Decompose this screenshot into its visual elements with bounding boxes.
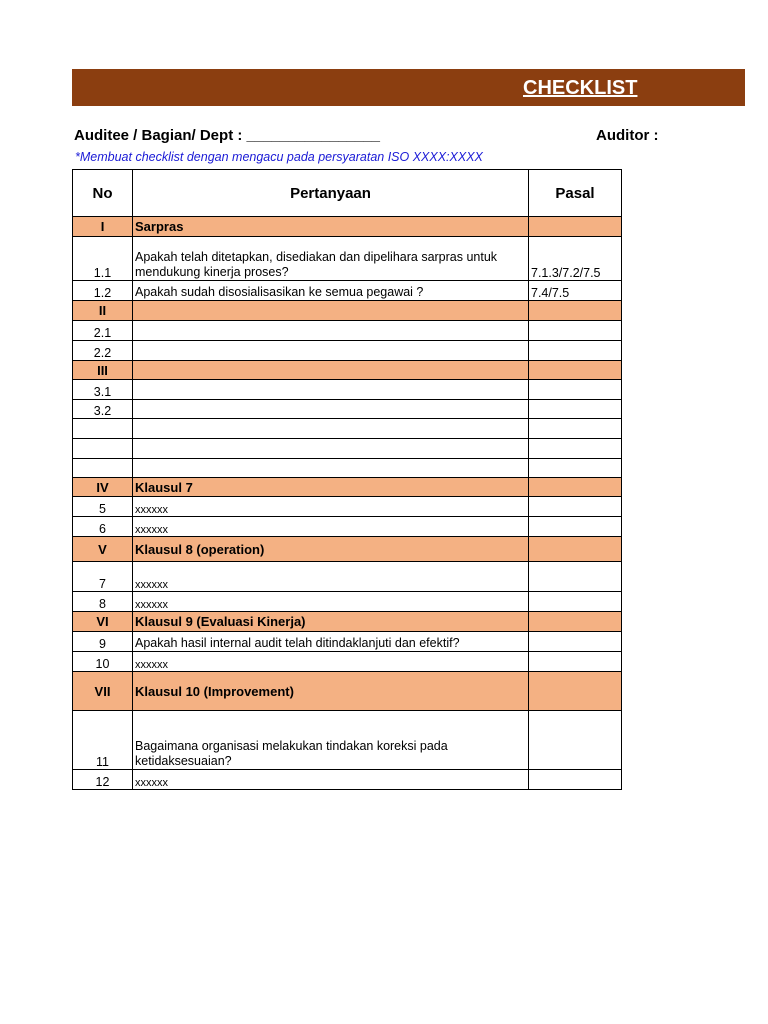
section-row: [73, 478, 622, 497]
row-pasal: [529, 459, 622, 478]
row-question: [133, 321, 529, 341]
row-question: Sarpras: [133, 217, 529, 237]
row-question: [133, 380, 529, 400]
row-no: VII: [73, 672, 133, 711]
column-header-pertanyaan: Pertanyaan: [133, 170, 529, 217]
row-pasal: [529, 321, 622, 341]
row-question: [133, 400, 529, 419]
table-header-row: [73, 170, 622, 217]
row-pasal: [529, 361, 622, 380]
row-no: 11: [73, 711, 133, 770]
table-row: [73, 497, 622, 517]
section-row: [73, 217, 622, 237]
row-pasal: [529, 497, 622, 517]
row-no: 3.2: [73, 400, 133, 419]
row-pasal: [529, 711, 622, 770]
row-pasal: [529, 380, 622, 400]
instruction-note: *Membuat checklist dengan mengacu pada persyaratan ISO XXXX:XXXX: [75, 150, 483, 164]
table-row: [73, 632, 622, 652]
row-no: IV: [73, 478, 133, 497]
row-no: VI: [73, 612, 133, 632]
row-no: 7: [73, 562, 133, 592]
row-question: [133, 341, 529, 361]
auditor-field: Auditor :: [596, 127, 659, 144]
row-no: [73, 439, 133, 459]
row-no: 1.2: [73, 281, 133, 301]
row-question: Bagaimana organisasi melakukan tindakan koreksi pada ketidaksesuaian?: [133, 711, 529, 770]
row-question: [133, 361, 529, 380]
row-question: Klausul 8 (operation): [133, 537, 529, 562]
row-pasal: [529, 562, 622, 592]
row-no: 5: [73, 497, 133, 517]
row-pasal: 7.4/7.5: [529, 281, 622, 301]
table-row: [73, 652, 622, 672]
row-pasal: [529, 612, 622, 632]
table-row: [73, 400, 622, 419]
row-question: xxxxxx: [133, 562, 529, 592]
row-question: [133, 301, 529, 321]
table-row: [73, 592, 622, 612]
table-row: [73, 439, 622, 459]
table-row: [73, 770, 622, 790]
row-no: 10: [73, 652, 133, 672]
section-row: [73, 301, 622, 321]
row-no: 1.1: [73, 237, 133, 281]
row-pasal: [529, 419, 622, 439]
row-pasal: [529, 537, 622, 562]
row-pasal: [529, 770, 622, 790]
row-question: [133, 419, 529, 439]
row-no: 2.2: [73, 341, 133, 361]
row-question: Klausul 9 (Evaluasi Kinerja): [133, 612, 529, 632]
row-pasal: [529, 652, 622, 672]
checklist-table: [72, 169, 622, 790]
row-question: xxxxxx: [133, 497, 529, 517]
table-row: [73, 380, 622, 400]
row-question: Apakah telah ditetapkan, disediakan dan dipelihara sarpras untuk mendukung kinerja proses?: [133, 237, 529, 281]
row-pasal: [529, 592, 622, 612]
row-question: Klausul 7: [133, 478, 529, 497]
row-no: 8: [73, 592, 133, 612]
row-no: 2.1: [73, 321, 133, 341]
row-pasal: [529, 439, 622, 459]
row-no: III: [73, 361, 133, 380]
row-pasal: [529, 632, 622, 652]
auditee-field: Auditee / Bagian/ Dept : ________________: [74, 127, 380, 144]
row-no: [73, 459, 133, 478]
table-row: [73, 321, 622, 341]
table-row: [73, 562, 622, 592]
section-row: [73, 612, 622, 632]
row-question: xxxxxx: [133, 770, 529, 790]
title-banner: [72, 69, 745, 106]
row-pasal: [529, 517, 622, 537]
row-question: Apakah sudah disosialisasikan ke semua pegawai ?: [133, 281, 529, 301]
section-row: [73, 537, 622, 562]
row-no: I: [73, 217, 133, 237]
row-pasal: [529, 672, 622, 711]
table-row: [73, 341, 622, 361]
row-no: [73, 419, 133, 439]
row-pasal: [529, 217, 622, 237]
row-no: 12: [73, 770, 133, 790]
table-row: [73, 281, 622, 301]
row-pasal: 7.1.3/7.2/7.5: [529, 237, 622, 281]
row-pasal: [529, 478, 622, 497]
column-header-no: No: [73, 170, 133, 217]
table-row: [73, 459, 622, 478]
row-question: [133, 459, 529, 478]
row-question: Klausul 10 (Improvement): [133, 672, 529, 711]
table-row: [73, 237, 622, 281]
row-no: V: [73, 537, 133, 562]
row-question: [133, 439, 529, 459]
row-no: 9: [73, 632, 133, 652]
row-question: xxxxxx: [133, 592, 529, 612]
row-pasal: [529, 341, 622, 361]
table-row: [73, 419, 622, 439]
row-no: II: [73, 301, 133, 321]
row-pasal: [529, 400, 622, 419]
row-question: xxxxxx: [133, 517, 529, 537]
row-question: Apakah hasil internal audit telah ditindaklanjuti dan efektif?: [133, 632, 529, 652]
row-no: 3.1: [73, 380, 133, 400]
table-row: [73, 711, 622, 770]
row-pasal: [529, 301, 622, 321]
section-row: [73, 672, 622, 711]
page-title: CHECKLIST: [523, 77, 638, 99]
row-question: xxxxxx: [133, 652, 529, 672]
column-header-pasal: Pasal: [529, 170, 622, 217]
section-row: [73, 361, 622, 380]
table-row: [73, 517, 622, 537]
row-no: 6: [73, 517, 133, 537]
